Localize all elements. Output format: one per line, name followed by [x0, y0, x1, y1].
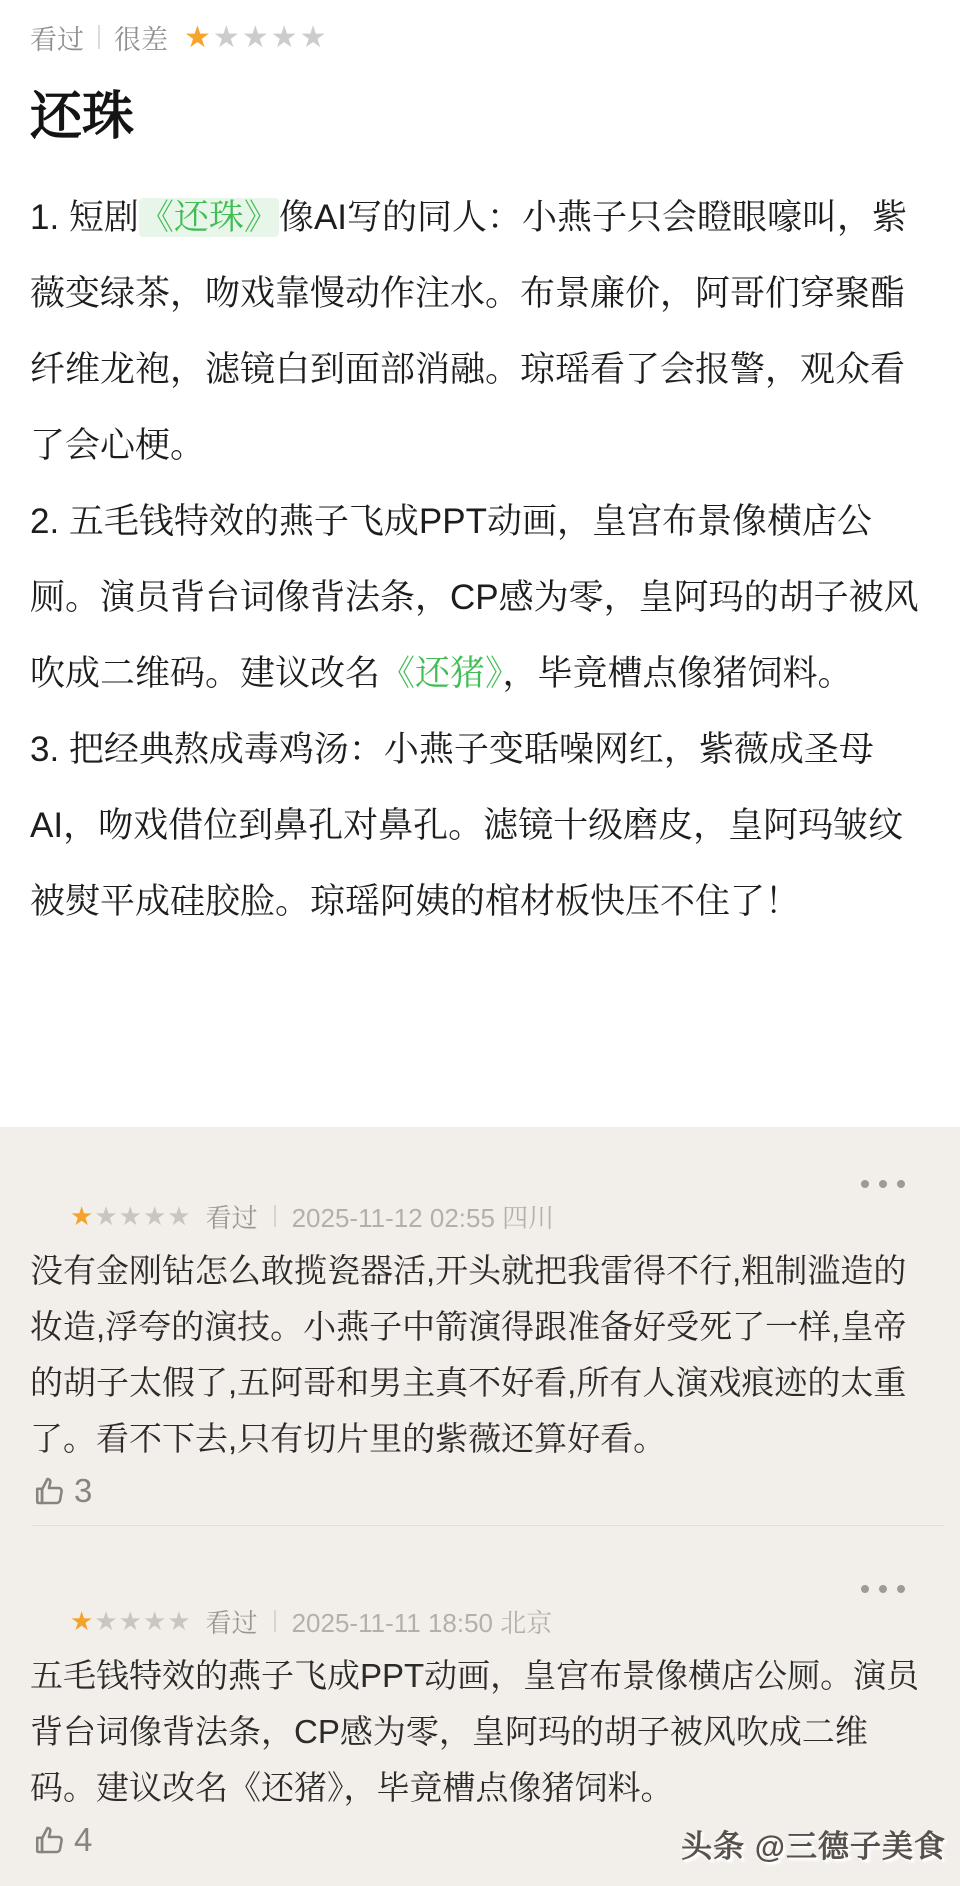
- review-text: 3. 把经典熬成毒鸡汤：小燕子变聒噪网红，紫薇成圣母AI，吻戏借位到鼻孔对鼻孔。滤镜十级磨皮，皇阿玛皱纹被熨平成硅胶脸。琼瑶阿姨的棺材板快压不住了！: [30, 730, 904, 921]
- watermark-label: 头条 @三德子美食: [681, 1829, 946, 1864]
- meta-divider: [98, 25, 100, 49]
- comment-header: [70, 1604, 960, 1638]
- star-icon: ★: [241, 20, 271, 54]
- star-icon: ★: [142, 1200, 168, 1231]
- star-icon: ★: [299, 20, 329, 54]
- star-icon: ★: [94, 1605, 119, 1636]
- thumbs-up-icon: [32, 1473, 68, 1509]
- review-text: 2. 五毛钱特效的燕子飞成PPT动画，皇宫布景像横店公厕。演员背台词像背法条，CP感为零，皇阿玛的胡子被风吹成二维码。建议改名: [30, 502, 919, 693]
- review-paragraph: [30, 712, 930, 940]
- comment-timestamp: 2025-11-11 18:50 北京: [291, 1607, 553, 1638]
- comment-item: [0, 1177, 960, 1511]
- review-body: [30, 180, 930, 940]
- review-text: 像AI写的同人：小燕子只会瞪眼嚎叫，紫薇变绿茶，吻戏靠慢动作注水。布景廉价，阿哥们穿聚酯纤维龙袍，滤镜白到面部消融。琼瑶看了会报警，观众看了会心梗。: [30, 198, 908, 465]
- like-button[interactable]: [32, 1471, 960, 1511]
- rating-stars: [184, 20, 329, 55]
- comment-watched-label: 看过: [205, 1202, 258, 1233]
- title-link[interactable]: 《还珠》: [138, 198, 279, 237]
- comment-more-row: [0, 1582, 960, 1596]
- comment-text: 五毛钱特效的燕子飞成PPT动画，皇宫布景像横店公厕。演员背台词像背法条，CP感为零，皇阿玛的胡子被风吹成二维码。建议改名《还猪》，毕竟槽点像猪饲料。: [30, 1657, 920, 1806]
- star-icon: ★: [212, 20, 242, 54]
- title-link[interactable]: 《还猪》: [380, 654, 503, 693]
- like-count: 4: [74, 1821, 93, 1858]
- more-options-icon[interactable]: [851, 1180, 905, 1188]
- star-icon: ★: [184, 20, 213, 54]
- star-icon: ★: [142, 1605, 168, 1636]
- star-icon: ★: [167, 1605, 192, 1636]
- watched-status-label: 看过: [30, 24, 84, 55]
- comment-timestamp: 2025-11-12 02:55 四川: [291, 1202, 555, 1233]
- thumbs-up-icon: [32, 1822, 68, 1858]
- comment-header: [70, 1199, 960, 1233]
- more-options-icon[interactable]: [851, 1585, 905, 1593]
- comment-rating-stars: [70, 1606, 192, 1637]
- comment-watched-label: 看过: [205, 1607, 258, 1638]
- review-paragraph: [30, 180, 930, 484]
- header-divider: [274, 1610, 276, 1632]
- review-meta-row: [30, 20, 930, 54]
- comment-item: [0, 1582, 960, 1860]
- rating-text-label: 很差: [114, 24, 168, 55]
- review-paragraph: [30, 484, 930, 712]
- star-icon: ★: [94, 1200, 119, 1231]
- star-icon: ★: [270, 20, 300, 54]
- comment-more-row: [0, 1177, 960, 1191]
- like-count: 3: [74, 1472, 93, 1509]
- comment-text: 没有金刚钻怎么敢揽瓷器活,开头就把我雷得不行,粗制滥造的妆造,浮夸的演技。小燕子中箭演得跟准备好受死了一样,皇帝的胡子太假了,五阿哥和男主真不好看,所有人演戏痕迹的太重了。看不下去,只有切片里的紫薇还算好看。: [30, 1252, 907, 1457]
- comments-section: [0, 1127, 960, 1886]
- star-icon: ★: [70, 1605, 95, 1636]
- review-text: ，毕竟槽点像猪饲料。: [502, 654, 853, 693]
- review-text: 1. 短剧: [30, 198, 139, 237]
- comment-divider: [32, 1525, 944, 1526]
- star-icon: ★: [118, 1200, 143, 1231]
- star-icon: ★: [118, 1605, 143, 1636]
- star-icon: ★: [167, 1200, 192, 1231]
- comment-rating-stars: [70, 1201, 192, 1232]
- star-icon: ★: [70, 1200, 95, 1231]
- header-divider: [274, 1205, 276, 1227]
- page-title: 还珠: [30, 88, 135, 146]
